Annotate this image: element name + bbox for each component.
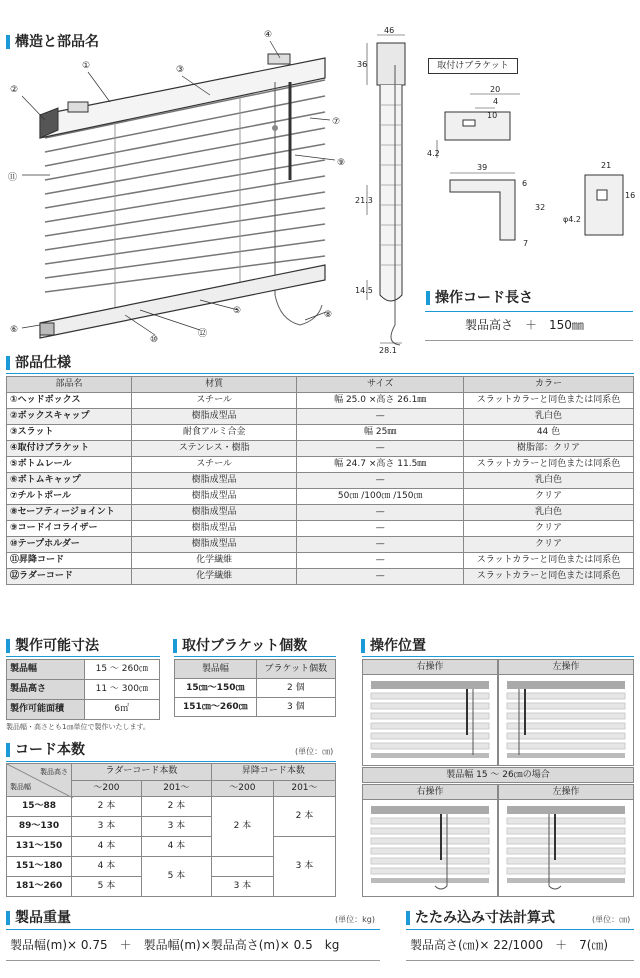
weight-formula: 製品幅(m)× 0.75 ＋ 製品幅(m)×製品高さ(m)× 0.5 kg	[10, 938, 340, 952]
size-value: 6㎡	[84, 700, 159, 720]
bracket-dim-phi: φ4.2	[563, 215, 581, 224]
table-row	[7, 393, 634, 409]
table-row	[7, 660, 160, 680]
callout-11: ⑪	[8, 173, 18, 183]
cell: 5 本	[141, 857, 211, 897]
callout-10: ⑩	[150, 335, 159, 345]
cell: 3 本	[211, 877, 273, 897]
table-row	[7, 489, 634, 505]
weight-title: 製品重量	[15, 910, 71, 926]
table-row	[7, 537, 634, 553]
operation-title: 操作位置	[370, 638, 426, 654]
bracket-count-table	[174, 659, 336, 717]
bracket-dim-4: 4	[493, 97, 499, 106]
part-color: 樹脂部：クリア	[463, 441, 633, 457]
side-section-diagram	[355, 25, 420, 355]
size-label: 製作可能面積	[7, 700, 85, 720]
part-color: スラットカラーと同色または同系色	[463, 457, 633, 473]
size-range-table	[6, 659, 160, 720]
ladder-header: ラダーコード本数	[72, 764, 212, 781]
size-label: 製品高さ	[7, 680, 85, 700]
callout-7: ⑦	[332, 117, 341, 127]
part-name: ⑨コードイコライザー	[7, 521, 132, 537]
dim-46: 46	[384, 26, 395, 35]
sub-header: ～200	[72, 780, 142, 797]
part-material: 樹脂成型品	[131, 409, 296, 425]
bracket-label: 取付けブラケット	[428, 58, 518, 74]
dim-21-3: 21.3	[355, 196, 373, 205]
part-size: —	[297, 409, 464, 425]
callout-12: ⑫	[198, 329, 208, 339]
part-name: ③スラット	[7, 425, 132, 441]
callout-6: ⑥	[10, 325, 19, 335]
row-label: 89～130	[7, 817, 72, 837]
bracket-dim-20: 20	[490, 85, 501, 94]
part-material: 樹脂成型品	[131, 505, 296, 521]
table-row	[7, 409, 634, 425]
op-right-label: 右操作	[362, 659, 498, 675]
cord-length-title: 操作コード長さ	[435, 290, 533, 306]
table-row	[7, 457, 634, 473]
part-color: 乳白色	[463, 505, 633, 521]
part-name: ⑧セーフティージョイント	[7, 505, 132, 521]
op-right-image	[362, 674, 498, 766]
cell: 2 本	[273, 797, 335, 837]
cell: 5 本	[72, 877, 142, 897]
bracket-width: 151㎝～260㎝	[175, 698, 257, 717]
cell: 2 本	[72, 797, 142, 817]
weight-unit: (単位：kg)	[335, 915, 375, 924]
table-row	[7, 473, 634, 489]
part-size: —	[297, 537, 464, 553]
op-right-label-narrow: 右操作	[362, 784, 498, 800]
part-material: 化学繊維	[131, 553, 296, 569]
sub-header: 201～	[273, 780, 335, 797]
part-color: 44 色	[463, 425, 633, 441]
part-size: —	[297, 521, 464, 537]
cord-length-formula: 製品高さ ＋ 150㎜	[465, 318, 584, 332]
cell: 2 本	[211, 797, 273, 857]
parts-spec-title: 部品仕様	[15, 355, 71, 371]
part-color: スラットカラーと同色または同系色	[463, 553, 633, 569]
bracket-count-title: 取付ブラケット個数	[182, 638, 308, 654]
stack-formula: 製品高さ(㎝)× 22/1000 ＋ 7(㎝)	[410, 938, 609, 952]
stack-unit: (単位：㎝)	[592, 915, 631, 924]
sub-header: 201～	[141, 780, 211, 797]
part-color: クリア	[463, 521, 633, 537]
part-material: 化学繊維	[131, 569, 296, 585]
corner-bottom: 製品幅	[10, 783, 31, 791]
part-material: 耐食アルミ合金	[131, 425, 296, 441]
part-size: 幅 25.0 ×高さ 26.1㎜	[297, 393, 464, 409]
table-row	[7, 797, 336, 817]
table-row	[7, 553, 634, 569]
table-row	[7, 425, 634, 441]
cell-empty	[211, 857, 273, 877]
table-row	[7, 700, 160, 720]
dim-14-5: 14.5	[355, 286, 373, 295]
part-name: ⑩テープホルダー	[7, 537, 132, 553]
table-row	[7, 505, 634, 521]
part-material: 樹脂成型品	[131, 473, 296, 489]
bracket-dim-16: 16	[625, 191, 636, 200]
col-header: 材質	[131, 377, 296, 393]
size-value: 15 ～ 260㎝	[84, 660, 159, 680]
bracket-dim-7: 7	[523, 239, 529, 248]
part-material: 樹脂成型品	[131, 489, 296, 505]
part-color: 乳白色	[463, 409, 633, 425]
cell: 2 本	[141, 797, 211, 817]
part-color: クリア	[463, 489, 633, 505]
callout-1: ①	[82, 61, 91, 71]
stack-title: たたみ込み寸法計算式	[415, 910, 555, 926]
callout-8: ⑧	[324, 310, 333, 320]
cell: 3 本	[141, 817, 211, 837]
corner-cell	[7, 764, 72, 797]
part-size: —	[297, 569, 464, 585]
part-color: 乳白色	[463, 473, 633, 489]
op-left-label-narrow: 左操作	[498, 784, 634, 800]
cell: 4 本	[72, 857, 142, 877]
part-name: ①ヘッドボックス	[7, 393, 132, 409]
bracket-dim-39: 39	[477, 163, 488, 172]
row-label: 151～180	[7, 857, 72, 877]
table-row	[175, 679, 336, 698]
bracket-diagram	[425, 80, 637, 255]
part-name: ④取付けブラケット	[7, 441, 132, 457]
sub-header: ～200	[211, 780, 273, 797]
table-row	[7, 569, 634, 585]
part-size: —	[297, 505, 464, 521]
op-left-image	[498, 674, 634, 766]
bracket-dim-10: 10	[487, 111, 498, 120]
part-size: —	[297, 473, 464, 489]
bracket-dim-32: 32	[535, 203, 546, 212]
size-label: 製品幅	[7, 660, 85, 680]
col-header: 製品幅	[175, 660, 257, 679]
part-material: スチール	[131, 457, 296, 473]
part-material: 樹脂成型品	[131, 537, 296, 553]
callout-4: ④	[264, 30, 273, 40]
dim-28-1: 28.1	[379, 346, 397, 355]
table-row	[7, 441, 634, 457]
cell: 4 本	[141, 837, 211, 857]
op-left-label: 左操作	[498, 659, 634, 675]
bracket-dim-4-2: 4.2	[427, 149, 440, 158]
part-color: スラットカラーと同色または同系色	[463, 569, 633, 585]
part-size: —	[297, 441, 464, 457]
cell: 3 本	[72, 817, 142, 837]
size-range-title: 製作可能寸法	[15, 638, 99, 654]
table-row	[7, 837, 336, 857]
part-name: ②ボックスキャップ	[7, 409, 132, 425]
callout-3: ③	[176, 65, 185, 75]
bracket-width: 15㎝～150㎝	[175, 679, 257, 698]
part-size: —	[297, 553, 464, 569]
bracket-qty: 2 個	[256, 679, 335, 698]
col-header: 部品名	[7, 377, 132, 393]
col-header: カラー	[463, 377, 633, 393]
part-size: 幅 24.7 ×高さ 11.5㎜	[297, 457, 464, 473]
table-row	[7, 680, 160, 700]
op-right-narrow-image	[362, 799, 498, 897]
col-header: サイズ	[297, 377, 464, 393]
part-size: 50㎝ /100㎝ /150㎝	[297, 489, 464, 505]
lift-header: 昇降コード本数	[211, 764, 335, 781]
part-color: スラットカラーと同色または同系色	[463, 393, 633, 409]
corner-top: 製品高さ	[40, 768, 68, 776]
part-name: ⑥ボトムキャップ	[7, 473, 132, 489]
bracket-dim-6: 6	[522, 179, 528, 188]
part-material: スチール	[131, 393, 296, 409]
part-name: ⑫ラダーコード	[7, 569, 132, 585]
part-size: 幅 25㎜	[297, 425, 464, 441]
row-label: 181～260	[7, 877, 72, 897]
part-name: ⑦チルトポール	[7, 489, 132, 505]
row-label: 131～150	[7, 837, 72, 857]
callout-9: ⑨	[337, 158, 346, 168]
op-left-narrow-image	[498, 799, 634, 897]
table-row	[7, 521, 634, 537]
structure-title: 構造と部品名	[15, 34, 99, 50]
parts-spec-table	[6, 376, 634, 585]
size-note: 製品幅・高さとも1㎝単位で製作いたします。	[6, 723, 150, 731]
cord-count-title: コード本数	[15, 742, 85, 758]
bracket-qty: 3 個	[256, 698, 335, 717]
part-color: クリア	[463, 537, 633, 553]
bracket-dim-21: 21	[601, 161, 612, 170]
blind-structure-diagram	[0, 20, 360, 345]
part-name: ⑤ボトムレール	[7, 457, 132, 473]
cord-count-unit: (単位：㎝)	[295, 747, 334, 756]
op-narrow-caption: 製品幅 15 ～ 26㎝の場合	[362, 767, 634, 783]
size-value: 11 ～ 300㎝	[84, 680, 159, 700]
callout-2: ②	[10, 85, 19, 95]
part-material: ステンレス・樹脂	[131, 441, 296, 457]
col-header: ブラケット個数	[256, 660, 335, 679]
cell: 4 本	[72, 837, 142, 857]
part-material: 樹脂成型品	[131, 521, 296, 537]
bottom-rail	[40, 265, 325, 338]
dim-36: 36	[357, 60, 368, 69]
cell: 3 本	[273, 837, 335, 897]
callout-5: ⑤	[233, 306, 242, 316]
table-row	[175, 698, 336, 717]
cord-count-table	[6, 763, 336, 897]
part-name: ⑪昇降コード	[7, 553, 132, 569]
row-label: 15～88	[7, 797, 72, 817]
